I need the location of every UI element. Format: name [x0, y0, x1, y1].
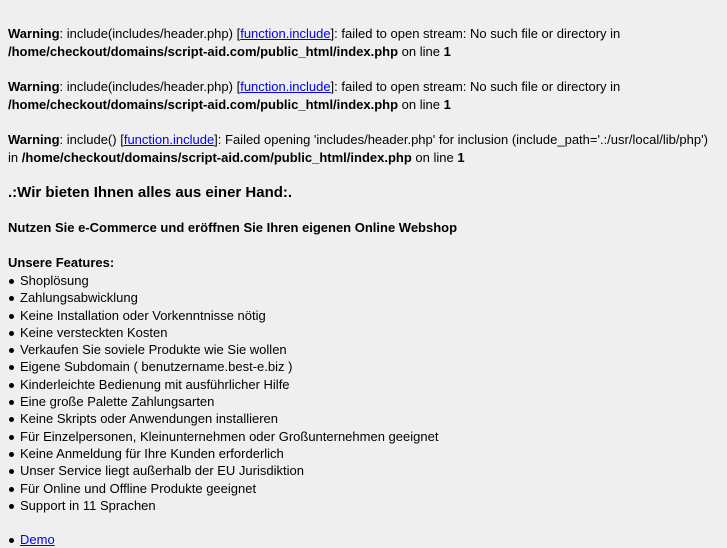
function-include-link[interactable]: function.include	[240, 79, 331, 94]
page-heading: .:Wir bieten Ihnen alles aus einer Hand:.	[8, 184, 293, 201]
feature-item: Kinderleichte Bedienung mit ausführlicher Hilfe	[8, 376, 719, 393]
function-include-link[interactable]: function.include	[240, 26, 331, 41]
warning-line-number: 1	[443, 44, 451, 59]
feature-item: Support in 11 Sprachen	[8, 497, 719, 514]
demo-link[interactable]: Demo	[20, 532, 55, 548]
feature-item: Unser Service liegt außerhalb der EU Jurisdiktion	[8, 462, 719, 479]
warning-path: /home/checkout/domains/script-aid.com/public_html/index.php	[21, 150, 412, 165]
warning-text: : include(includes/header.php) [	[59, 79, 241, 94]
feature-item: Eine große Palette Zahlungsarten	[8, 393, 719, 410]
feature-item: Verkaufen Sie soviele Produkte wie Sie wollen	[8, 341, 719, 358]
warning-text: : include() [	[59, 132, 124, 147]
feature-item: Keine Installation oder Vorkenntnisse nötig	[8, 307, 719, 324]
links-list	[8, 531, 719, 548]
feature-item: Keine Skripts oder Anwendungen installieren	[8, 410, 719, 427]
page-subheading: Nutzen Sie e-Commerce und eröffnen Sie Ihren eigenen Online Webshop	[8, 220, 458, 235]
warning-line-text: on line	[398, 97, 444, 112]
warning-line-number: 1	[457, 150, 465, 165]
warning-path: /home/checkout/domains/script-aid.com/public_html/index.php	[8, 44, 399, 59]
warning-label: Warning	[8, 132, 60, 147]
feature-item: Für Online und Offline Produkte geeignet	[8, 480, 719, 497]
feature-item: Keine Anmeldung für Ihre Kunden erforderlich	[8, 445, 719, 462]
warning-text: ]: failed to open stream: No such file or directory in	[330, 26, 621, 41]
warning-text: ]: Failed opening 'includes/header.php' for inclusion (include_path='.:/usr/local/lib/php')	[214, 132, 708, 147]
feature-item: Für Einzelpersonen, Kleinunternehmen oder Großunternehmen geeignet	[8, 428, 719, 445]
warning-line-number: 1	[443, 97, 451, 112]
php-warning	[8, 78, 719, 114]
php-warning	[8, 131, 719, 167]
warning-label: Warning	[8, 26, 60, 41]
warning-in-text: in	[8, 150, 22, 165]
features-list	[8, 272, 719, 514]
php-warning	[8, 25, 719, 61]
feature-item: Eigene Subdomain ( benutzername.best-e.biz )	[8, 358, 719, 375]
feature-item: Shoplösung	[8, 272, 719, 289]
link-item	[8, 531, 719, 548]
warning-line-text: on line	[398, 44, 444, 59]
feature-item: Keine versteckten Kosten	[8, 324, 719, 341]
warning-path: /home/checkout/domains/script-aid.com/public_html/index.php	[8, 97, 399, 112]
warning-line-text: on line	[411, 150, 458, 165]
warning-label: Warning	[8, 79, 60, 94]
warning-text: : include(includes/header.php) [	[59, 26, 241, 41]
features-title: Unsere Features:	[8, 255, 115, 270]
function-include-link[interactable]: function.include	[123, 132, 215, 147]
warning-text: ]: failed to open stream: No such file or directory in	[330, 79, 621, 94]
feature-item: Zahlungsabwicklung	[8, 289, 719, 306]
